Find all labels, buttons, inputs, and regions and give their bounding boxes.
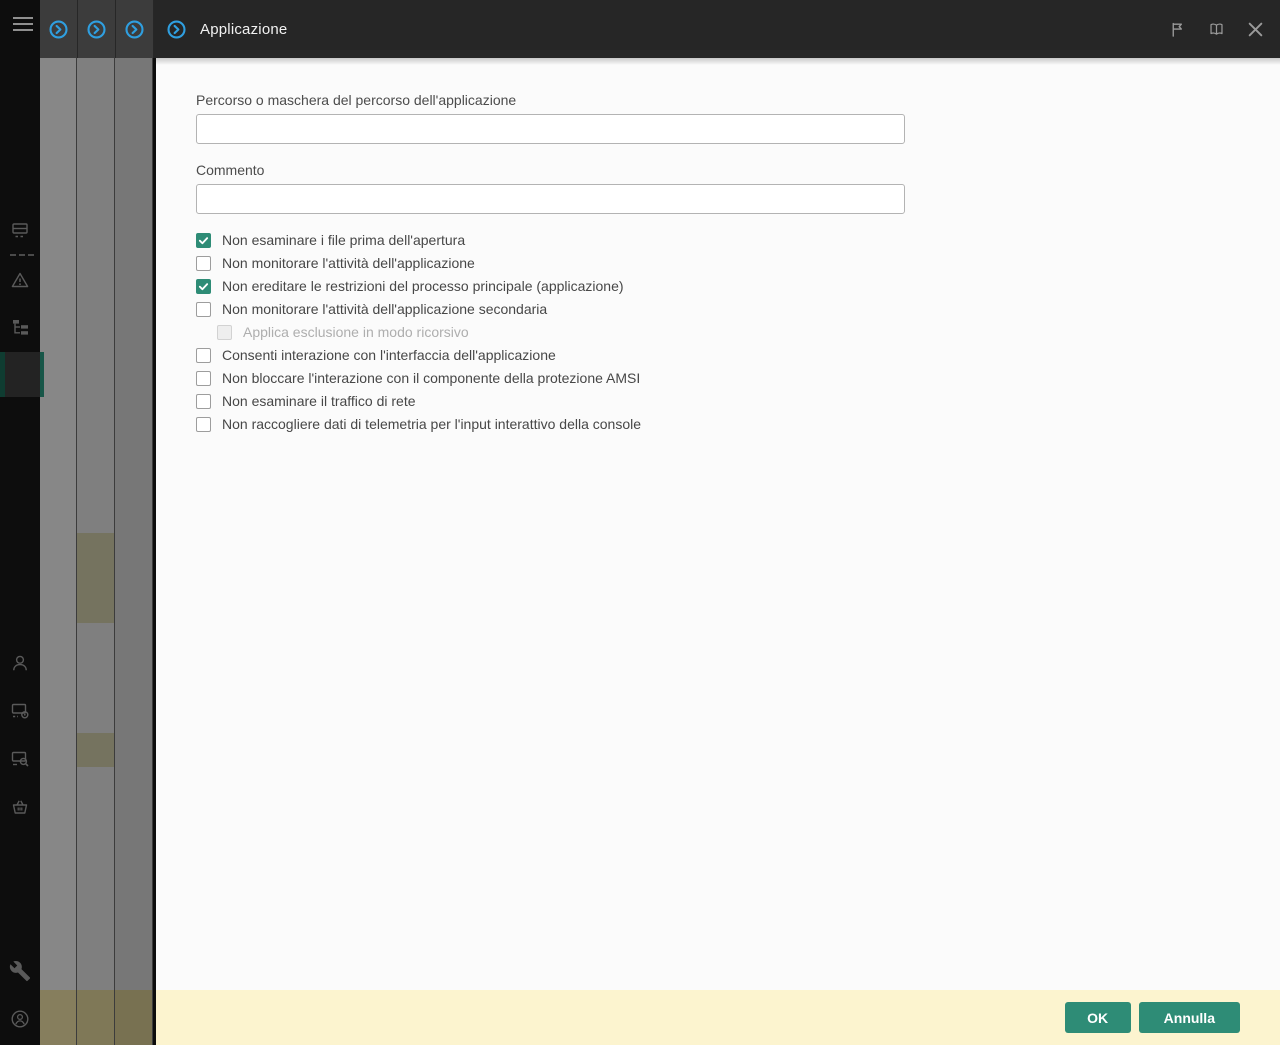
close-icon[interactable] — [1247, 21, 1264, 38]
panel-header — [40, 0, 1280, 58]
checkbox-label: Non monitorare l'attività dell'applicazione — [222, 255, 475, 271]
policy-circle-icon — [124, 19, 145, 40]
dimmed-panel-2 — [77, 58, 115, 1045]
sidebar-item-devices[interactable] — [9, 220, 31, 242]
stacked-panel-tab-2[interactable] — [78, 0, 116, 58]
sidebar-item-alerts[interactable] — [9, 269, 31, 291]
sidebar-item-device-discovery[interactable] — [9, 748, 31, 770]
checkbox-row-no-scan-network-traffic[interactable] — [196, 393, 946, 409]
comment-field-label: Commento — [196, 162, 265, 178]
checkbox-label: Non esaminare il traffico di rete — [222, 393, 416, 409]
checkbox-row-no-scan-on-open[interactable] — [196, 232, 946, 248]
checkbox-label: Non monitorare l'attività dell'applicazione secondaria — [222, 301, 548, 317]
sidebar-item-marketplace[interactable] — [9, 796, 31, 818]
dimmed-content-block — [77, 533, 114, 623]
checkbox[interactable] — [196, 279, 211, 294]
sidebar-item-console-settings[interactable] — [9, 960, 31, 982]
stacked-panel-tab-3[interactable] — [116, 0, 154, 58]
cancel-button[interactable]: Annulla — [1139, 1002, 1240, 1033]
dimmed-footer-2 — [77, 990, 114, 1045]
warning-triangle-icon — [9, 269, 31, 291]
exclusion-options-list — [196, 232, 946, 432]
checkbox[interactable] — [196, 302, 211, 317]
checkbox-label: Non bloccare l'interazione con il componente della protezione AMSI — [222, 370, 641, 386]
checkbox[interactable] — [196, 233, 211, 248]
checkbox — [217, 325, 232, 340]
stacked-panel-tabs — [40, 0, 154, 58]
devices-icon — [9, 220, 31, 242]
page-title: Applicazione — [200, 20, 288, 38]
checkbox[interactable] — [196, 417, 211, 432]
checkbox[interactable] — [196, 348, 211, 363]
checkbox-row-no-console-telemetry[interactable] — [196, 416, 946, 432]
sidebar-item-device-settings[interactable] — [9, 700, 31, 722]
checkbox[interactable] — [196, 371, 211, 386]
checkbox-label: Non raccogliere dati di telemetria per l'input interattivo della console — [222, 416, 642, 432]
dimmed-stacked-panels — [40, 58, 153, 1045]
stacked-panel-tab-1[interactable] — [40, 0, 78, 58]
checkbox-label: Non ereditare le restrizioni del processo principale (applicazione) — [222, 278, 624, 294]
ok-button[interactable]: OK — [1065, 1002, 1131, 1033]
checkbox-row-no-block-amsi[interactable] — [196, 370, 946, 386]
checkbox[interactable] — [196, 256, 211, 271]
book-icon[interactable] — [1208, 21, 1225, 38]
tree-icon — [9, 316, 31, 338]
dimmed-panel-3 — [115, 58, 153, 1045]
header-actions — [1169, 0, 1264, 58]
dimmed-content-block — [77, 733, 114, 767]
panel-title — [166, 19, 287, 40]
policy-circle-icon — [166, 19, 187, 40]
sidebar-item-support[interactable] — [9, 1008, 31, 1030]
path-field-label: Percorso o maschera del percorso dell'applicazione — [196, 92, 517, 108]
dimmed-footer-3 — [115, 990, 152, 1045]
dialog-footer — [156, 990, 1280, 1045]
dimmed-footer-1 — [40, 990, 76, 1045]
checkbox-label: Consenti interazione con l'interfaccia dell'applicazione — [222, 347, 556, 363]
policy-circle-icon — [86, 19, 107, 40]
comment-field-group — [196, 162, 1240, 214]
menu-icon[interactable] — [13, 17, 33, 32]
sidebar-item-selected[interactable] — [0, 352, 40, 397]
wrench-icon — [9, 960, 31, 982]
checkbox[interactable] — [196, 394, 211, 409]
checkbox-row-no-monitor-activity[interactable] — [196, 255, 946, 271]
path-field-group — [196, 92, 1240, 144]
checkbox-label: Non esaminare i file prima dell'apertura — [222, 232, 466, 248]
dimmed-panel-1 — [40, 58, 77, 1045]
checkbox-row-apply-recursive — [217, 324, 946, 340]
checkbox-row-no-monitor-child-activity[interactable] — [196, 301, 946, 317]
support-icon — [9, 1008, 31, 1030]
user-icon — [9, 652, 31, 674]
basket-icon — [9, 796, 31, 818]
checkbox-label: Applica esclusione in modo ricorsivo — [243, 324, 469, 340]
comment-input[interactable] — [196, 184, 905, 214]
checkbox-row-allow-ui-interaction[interactable] — [196, 347, 946, 363]
monitor-gear-icon — [9, 700, 31, 722]
nav-sidebar — [0, 0, 40, 1045]
path-input[interactable] — [196, 114, 905, 144]
monitor-search-icon — [9, 748, 31, 770]
sidebar-item-policies[interactable] — [9, 316, 31, 338]
sidebar-divider — [10, 254, 34, 256]
flag-icon[interactable] — [1169, 21, 1186, 38]
sidebar-item-users[interactable] — [9, 652, 31, 674]
application-exclusion-dialog — [156, 58, 1280, 990]
policy-circle-icon — [48, 19, 69, 40]
checkbox-row-no-inherit-restrictions[interactable] — [196, 278, 946, 294]
